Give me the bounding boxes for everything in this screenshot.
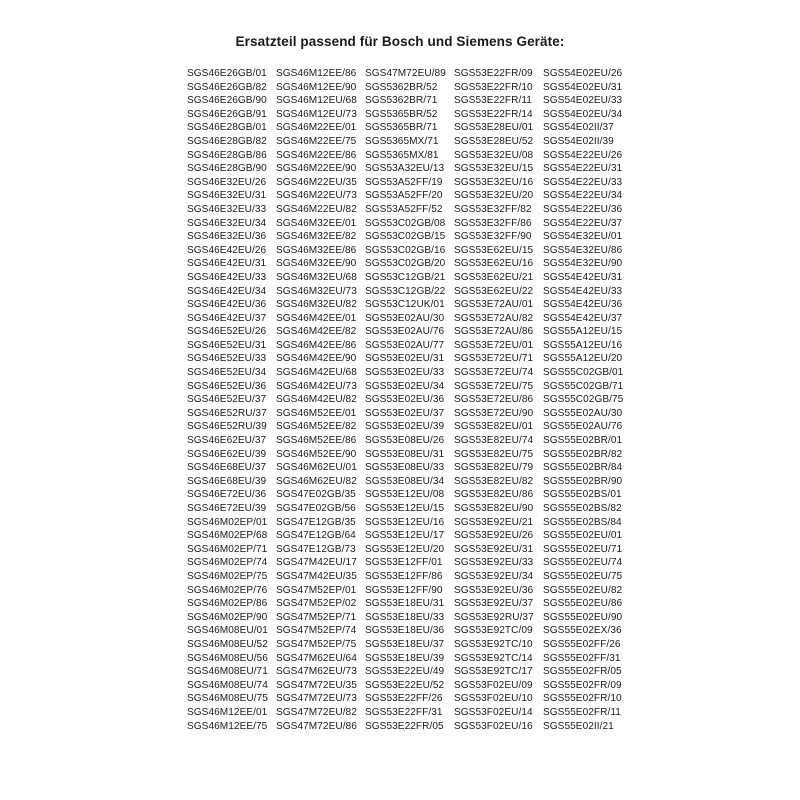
- model-number: SGS47E12GB/35: [276, 516, 356, 528]
- model-number: SGS46E52RU/37: [187, 407, 267, 419]
- model-number: SGS55E02BS/82: [543, 503, 622, 514]
- model-number: SGS55E02EU/90: [543, 611, 623, 623]
- model-number: SGS46M12EE/01: [187, 706, 268, 718]
- model-number: SGS55E02II/21: [543, 720, 614, 732]
- model-number: SGS53E82EU/86: [454, 489, 534, 501]
- model-number: SGS53E22EU/52: [365, 679, 445, 691]
- model-number: SGS46E42EU/26: [187, 244, 267, 256]
- model-number: SGS53E82EU/90: [454, 503, 534, 514]
- model-number: SGS54E22EU/26: [543, 149, 623, 161]
- model-number: SGS53E92EU/26: [454, 530, 534, 542]
- model-number: SGS46M12EU/73: [276, 108, 357, 120]
- model-number: SGS5362BR/52: [365, 81, 438, 93]
- model-number: SGS46M42EU/73: [276, 380, 357, 392]
- model-number: SGS46M32EU/82: [276, 299, 357, 311]
- model-number: SGS46M62EU/01: [276, 462, 357, 474]
- model-number: SGS46E28GB/86: [187, 149, 267, 161]
- model-number: SGS53C12GB/22: [365, 285, 446, 297]
- model-number: SGS46M22EU/82: [276, 203, 357, 215]
- model-number: SGS55E02BR/01: [543, 435, 623, 447]
- model-number: SGS53C02GB/16: [365, 244, 446, 256]
- model-number: SGS54E02II/39: [543, 135, 614, 147]
- model-number: SGS54E42EU/31: [543, 271, 623, 283]
- model-number: SGS46E42EU/31: [187, 258, 267, 270]
- model-number: SGS46E26GB/01: [187, 68, 267, 79]
- model-number: SGS46M08EU/52: [187, 638, 268, 650]
- model-number: SGS46M32EE/86: [276, 244, 357, 256]
- model-number: SGS53E08EU/31: [365, 448, 445, 460]
- model-number: SGS53E22FF/26: [365, 693, 443, 705]
- model-number: SGS53E02AU/77: [365, 339, 445, 351]
- model-number: SGS47E12GB/73: [276, 543, 356, 555]
- model-number: SGS53E12EU/16: [365, 516, 445, 528]
- model-number: SGS53A52FF/20: [365, 190, 443, 202]
- model-number: SGS53E82EU/82: [454, 475, 534, 487]
- model-number: SGS53E18EU/37: [365, 638, 445, 650]
- model-number: SGS46M02EP/75: [187, 570, 268, 582]
- model-number: SGS46M42EU/68: [276, 367, 357, 379]
- model-number: SGS54E32EU/90: [543, 258, 623, 270]
- model-number: SGS46M02EP/90: [187, 611, 268, 623]
- model-number: SGS46E42EU/37: [187, 312, 267, 324]
- model-number: SGS47E02GB/56: [276, 503, 356, 514]
- model-number: SGS55E02FR/09: [543, 679, 622, 691]
- model-number: SGS53E72EU/75: [454, 380, 534, 392]
- model-number: SGS55E02FF/31: [543, 652, 621, 664]
- model-number: SGS47M52EP/71: [276, 611, 357, 623]
- model-number: SGS53E92EU/36: [454, 584, 534, 596]
- model-number: SGS53E92RU/37: [454, 611, 534, 623]
- model-number: SGS47M52EP/01: [276, 584, 357, 596]
- model-number: SGS53E92EU/37: [454, 598, 534, 610]
- model-column: [454, 67, 543, 733]
- model-number: SGS53E22FR/11: [454, 95, 532, 107]
- model-number: SGS54E22EU/31: [543, 163, 623, 175]
- model-number: SGS53E92TC/10: [454, 638, 533, 650]
- model-number: SGS53E82EU/79: [454, 462, 534, 474]
- model-number: SGS46M02EP/01: [187, 516, 268, 528]
- model-number: SGS46E52EU/26: [187, 326, 267, 338]
- model-number: SGS46M22EU/73: [276, 190, 357, 202]
- model-number: SGS53E02EU/39: [365, 421, 445, 433]
- model-number: SGS5365MX/81: [365, 149, 439, 161]
- model-number: SGS46M12EE/75: [187, 720, 268, 732]
- model-number: SGS53E62EU/16: [454, 258, 534, 270]
- model-number: SGS53F02EU/14: [454, 706, 533, 718]
- model-number: SGS5365BR/52: [365, 108, 438, 120]
- model-number: SGS46M32EE/01: [276, 217, 357, 229]
- model-number: SGS54E22EU/33: [543, 176, 623, 188]
- model-number: SGS53E72AU/86: [454, 326, 534, 338]
- model-number: SGS53E82EU/01: [454, 421, 534, 433]
- model-number: SGS46M02EP/74: [187, 557, 268, 569]
- model-number: SGS46M08EU/71: [187, 666, 268, 678]
- model-number: SGS53E08EU/34: [365, 475, 445, 487]
- model-number: SGS53E32FF/82: [454, 203, 532, 215]
- model-column: [276, 67, 365, 733]
- model-number: SGS53E12EU/08: [365, 489, 445, 501]
- model-number: SGS46M42EU/82: [276, 394, 357, 406]
- model-number: SGS53E92EU/21: [454, 516, 534, 528]
- model-number: SGS55E02FF/26: [543, 638, 621, 650]
- model-number: SGS47M52EP/74: [276, 625, 357, 637]
- model-number: SGS53E12EU/20: [365, 543, 445, 555]
- model-number: SGS46M22EE/90: [276, 163, 357, 175]
- model-number: SGS55E02FR/05: [543, 666, 622, 678]
- model-number: SGS53E72EU/01: [454, 339, 534, 351]
- model-number: SGS55E02FR/10: [543, 693, 622, 705]
- model-number: SGS46E52EU/34: [187, 367, 267, 379]
- model-number: SGS53E32FF/86: [454, 217, 532, 229]
- model-number: SGS54E02EU/34: [543, 108, 623, 120]
- model-number: SGS53C02GB/15: [365, 231, 446, 243]
- model-number: SGS55C02GB/75: [543, 394, 624, 406]
- model-number: SGS53E22EU/49: [365, 666, 445, 678]
- model-number: SGS47M52EP/02: [276, 598, 357, 610]
- model-number: SGS5365MX/71: [365, 135, 439, 147]
- model-number: SGS53E92EU/34: [454, 570, 534, 582]
- model-number: SGS46E32EU/36: [187, 231, 267, 243]
- model-number: SGS53E32EU/16: [454, 176, 534, 188]
- model-number: SGS53E08EU/33: [365, 462, 445, 474]
- model-number: SGS53E72EU/86: [454, 394, 534, 406]
- model-number: SGS55E02EU/71: [543, 543, 623, 555]
- model-number: SGS46M42EE/01: [276, 312, 357, 324]
- model-number: SGS54E02EU/33: [543, 95, 623, 107]
- model-number: SGS55A12EU/16: [543, 339, 623, 351]
- model-number: SGS53E02EU/33: [365, 367, 445, 379]
- model-number: SGS46E68EU/39: [187, 475, 267, 487]
- model-number: SGS46M22EE/75: [276, 135, 357, 147]
- model-number: SGS47M72EU/89: [365, 68, 446, 79]
- model-number: SGS53E62EU/21: [454, 271, 534, 283]
- model-number: SGS53E92EU/33: [454, 557, 534, 569]
- model-number: SGS46E52RU/39: [187, 421, 267, 433]
- model-number: SGS55A12EU/20: [543, 353, 623, 365]
- model-number: SGS46E52EU/37: [187, 394, 267, 406]
- model-number: SGS53E02AU/76: [365, 326, 445, 338]
- model-number: SGS53E28EU/52: [454, 135, 534, 147]
- model-number: SGS46M52EE/82: [276, 421, 357, 433]
- model-number: SGS53E02EU/36: [365, 394, 445, 406]
- model-number: SGS54E22EU/37: [543, 217, 623, 229]
- model-number: SGS47E12GB/64: [276, 530, 356, 542]
- model-number: SGS55E02BR/84: [543, 462, 623, 474]
- model-number: SGS47M42EU/17: [276, 557, 357, 569]
- model-number: SGS53E22FF/31: [365, 706, 443, 718]
- model-number: SGS46M12EE/86: [276, 68, 357, 79]
- model-number: SGS55E02EU/86: [543, 598, 623, 610]
- model-number: SGS46M08EU/56: [187, 652, 268, 664]
- model-number: SGS46E62EU/37: [187, 435, 267, 447]
- model-number: SGS53E12FF/90: [365, 584, 443, 596]
- model-number: SGS46M08EU/74: [187, 679, 268, 691]
- model-number: SGS46M42EE/86: [276, 339, 357, 351]
- model-number: SGS55E02EX/36: [543, 625, 622, 637]
- model-number: SGS47M72EU/35: [276, 679, 357, 691]
- model-number: SGS55E02BS/01: [543, 489, 622, 501]
- model-number: SGS53E02AU/30: [365, 312, 445, 324]
- model-number: SGS53E28EU/01: [454, 122, 534, 134]
- model-number: SGS46M32EU/68: [276, 271, 357, 283]
- model-number: SGS53E82EU/75: [454, 448, 534, 460]
- model-number: SGS46E32EU/31: [187, 190, 267, 202]
- model-number: SGS53E72EU/74: [454, 367, 534, 379]
- model-number: SGS46M52EE/86: [276, 435, 357, 447]
- model-number: SGS55E02BR/82: [543, 448, 623, 460]
- model-number: SGS54E42EU/33: [543, 285, 623, 297]
- model-number: SGS47M52EP/75: [276, 638, 357, 650]
- model-number: SGS46M02EP/68: [187, 530, 268, 542]
- model-number: SGS47M72EU/73: [276, 693, 357, 705]
- model-number: SGS53E92TC/14: [454, 652, 533, 664]
- model-number: SGS46M32EE/90: [276, 258, 357, 270]
- model-number: SGS53E18EU/36: [365, 625, 445, 637]
- model-number: SGS46E28GB/82: [187, 135, 267, 147]
- model-number: SGS46E42EU/33: [187, 271, 267, 283]
- model-number: SGS53E32EU/15: [454, 163, 534, 175]
- model-number: SGS53E22FR/10: [454, 81, 533, 93]
- model-number: SGS55E02EU/82: [543, 584, 623, 596]
- model-number: SGS46M02EP/86: [187, 598, 268, 610]
- model-number: SGS53E82EU/74: [454, 435, 534, 447]
- model-number: SGS54E22EU/36: [543, 203, 623, 215]
- model-number: SGS46E26GB/90: [187, 95, 267, 107]
- model-number: SGS53E02EU/31: [365, 353, 445, 365]
- model-number: SGS46E26GB/82: [187, 81, 267, 93]
- model-number: SGS46M02EP/76: [187, 584, 268, 596]
- model-number: SGS5362BR/71: [365, 95, 438, 107]
- model-number: SGS47M72EU/82: [276, 706, 357, 718]
- model-number: SGS46M32EU/73: [276, 285, 357, 297]
- model-number: SGS55E02EU/74: [543, 557, 623, 569]
- model-number: SGS53E18EU/39: [365, 652, 445, 664]
- model-number: SGS55C02GB/01: [543, 367, 624, 379]
- model-number: SGS47M42EU/35: [276, 570, 357, 582]
- model-number: SGS47M72EU/86: [276, 720, 357, 732]
- model-number: SGS55A12EU/15: [543, 326, 623, 338]
- model-number: SGS53A52FF/19: [365, 176, 443, 188]
- model-number: SGS53E22FR/09: [454, 68, 533, 79]
- model-number: SGS53E22FR/14: [454, 108, 533, 120]
- model-number: SGS53E12FF/01: [365, 557, 443, 569]
- model-number: SGS46M62EU/82: [276, 475, 357, 487]
- model-number: SGS46E32EU/33: [187, 203, 267, 215]
- model-number: SGS55E02AU/76: [543, 421, 623, 433]
- model-number: SGS54E02EU/31: [543, 81, 623, 93]
- model-number: SGS46E62EU/39: [187, 448, 267, 460]
- model-number: SGS46M32EE/82: [276, 231, 357, 243]
- model-number: SGS54E42EU/37: [543, 312, 623, 324]
- model-number: SGS53E72AU/01: [454, 299, 534, 311]
- model-number: SGS53E12EU/17: [365, 530, 445, 542]
- model-number: SGS55E02BR/90: [543, 475, 623, 487]
- model-number: SGS53E62EU/15: [454, 244, 534, 256]
- model-number: SGS53E08EU/26: [365, 435, 445, 447]
- model-number: SGS46E52EU/36: [187, 380, 267, 392]
- model-number: SGS46M08EU/75: [187, 693, 268, 705]
- model-number: SGS46M22EE/86: [276, 149, 357, 161]
- model-number: SGS54E22EU/34: [543, 190, 623, 202]
- model-number: SGS53E92EU/31: [454, 543, 534, 555]
- model-number: SGS46M52EE/90: [276, 448, 357, 460]
- model-number: SGS53E18EU/33: [365, 611, 445, 623]
- model-column: [365, 67, 454, 733]
- model-number: SGS46M52EE/01: [276, 407, 357, 419]
- model-number: SGS55E02BS/84: [543, 516, 622, 528]
- model-number: SGS46E28GB/01: [187, 122, 267, 134]
- model-number: SGS46M12EU/68: [276, 95, 357, 107]
- page-title: Ersatzteil passend für Bosch und Siemens Geräte:: [235, 34, 565, 49]
- model-number: SGS53E32FF/90: [454, 231, 532, 243]
- model-number: SGS54E32EU/86: [543, 244, 623, 256]
- model-number: SGS46E72EU/36: [187, 489, 267, 501]
- model-number: SGS54E02II/37: [543, 122, 614, 134]
- model-number: SGS47M62EU/73: [276, 666, 357, 678]
- model-column: [543, 67, 632, 733]
- model-number: SGS53A32EU/13: [365, 163, 445, 175]
- model-number: SGS47E02GB/35: [276, 489, 356, 501]
- model-number: SGS46E52EU/31: [187, 339, 267, 351]
- model-number: SGS46M22EE/01: [276, 122, 357, 134]
- model-number: SGS46M12EE/90: [276, 81, 357, 93]
- model-number: SGS54E32EU/01: [543, 231, 623, 243]
- model-number: SGS53A52FF/52: [365, 203, 443, 215]
- model-number: SGS46M02EP/71: [187, 543, 268, 555]
- model-number: SGS53F02EU/09: [454, 679, 533, 691]
- model-number: SGS53E72EU/90: [454, 407, 534, 419]
- model-number: SGS46M42EE/82: [276, 326, 357, 338]
- model-number: SGS53C02GB/08: [365, 217, 446, 229]
- model-number: SGS46E68EU/37: [187, 462, 267, 474]
- model-number: SGS46E26GB/91: [187, 108, 267, 120]
- model-number: SGS53E72EU/71: [454, 353, 534, 365]
- model-number: SGS53E18EU/31: [365, 598, 445, 610]
- model-number: SGS53F02EU/16: [454, 720, 533, 732]
- model-number: SGS54E02EU/26: [543, 68, 623, 79]
- model-number: SGS53F02EU/10: [454, 693, 533, 705]
- model-number: SGS46E42EU/34: [187, 285, 267, 297]
- model-number: SGS53E62EU/22: [454, 285, 534, 297]
- model-number: SGS46M08EU/01: [187, 625, 268, 637]
- model-number: SGS53E12EU/15: [365, 503, 445, 514]
- model-number: SGS53C12UK/01: [365, 299, 445, 311]
- model-number: SGS5365BR/71: [365, 122, 438, 134]
- model-number: SGS55E02EU/01: [543, 530, 623, 542]
- model-number: SGS46M42EE/90: [276, 353, 357, 365]
- model-number: SGS55E02EU/75: [543, 570, 623, 582]
- model-number: SGS53E12FF/86: [365, 570, 443, 582]
- model-number: SGS53E92TC/09: [454, 625, 533, 637]
- model-number: SGS53E32EU/20: [454, 190, 534, 202]
- model-number: SGS46E52EU/33: [187, 353, 267, 365]
- model-column: [187, 67, 276, 733]
- model-number-grid: [187, 67, 632, 733]
- model-number: SGS46M22EU/35: [276, 176, 357, 188]
- model-number: SGS53E92TC/17: [454, 666, 533, 678]
- model-number: SGS53C02GB/20: [365, 258, 446, 270]
- model-number: SGS46E32EU/26: [187, 176, 267, 188]
- model-number: SGS46E42EU/36: [187, 299, 267, 311]
- model-number: SGS53E32EU/08: [454, 149, 534, 161]
- model-number: SGS46E32EU/34: [187, 217, 267, 229]
- model-number: SGS46E28GB/90: [187, 163, 267, 175]
- model-number: SGS53E72AU/82: [454, 312, 534, 324]
- model-number: SGS53C12GB/21: [365, 271, 446, 283]
- model-number: SGS53E22FR/05: [365, 720, 444, 732]
- model-number: SGS55C02GB/71: [543, 380, 624, 392]
- model-number: SGS46E72EU/39: [187, 503, 267, 514]
- model-number: SGS47M62EU/64: [276, 652, 357, 664]
- model-number: SGS55E02AU/30: [543, 407, 623, 419]
- model-number: SGS53E02EU/37: [365, 407, 445, 419]
- model-number: SGS53E02EU/34: [365, 380, 445, 392]
- model-number: SGS55E02FR/11: [543, 706, 621, 718]
- model-number: SGS54E42EU/36: [543, 299, 623, 311]
